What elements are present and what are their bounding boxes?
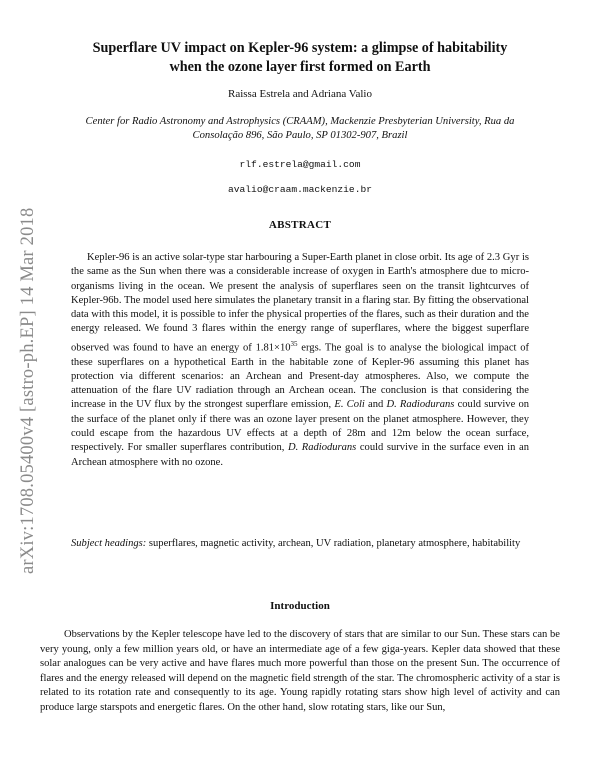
abstract-text-5: could survive in the surface even in an Archean atmosphere with no ozone. — [71, 442, 529, 468]
abstract-text-2: ergs. The goal is to analyse the biological impact of these superflares on a hypothetical Earth in the habitable zone of Kepler-96 assuming this planet has protection via different scenarios: an Archean and Present-day atmospheres. Also, we compute the attenuation of the flare UV radiation through an Archean ocean. The conclusion is that considering the increase in the UV flux by the strongest superflare emission, — [71, 342, 529, 411]
arxiv-identifier-stamp: arXiv:1708.05400v4 [astro-ph.EP] 14 Mar 2018 — [18, 207, 38, 574]
introduction-heading: Introduction — [270, 600, 330, 612]
title-line-1: Superflare UV impact on Kepler-96 system: a glimpse of habitability — [92, 40, 508, 56]
flare-energy-value: 1.81×10 — [255, 342, 291, 354]
author-list: Raissa Estrela and Adriana Valio — [228, 88, 372, 100]
abstract-body — [71, 251, 529, 470]
title-line-2: when the ozone layer first formed on Earth — [169, 59, 431, 75]
species-d-radiodurans: D. Radiodurans — [386, 399, 455, 411]
author-email-2: avalio@craam.mackenzie.br — [228, 184, 372, 195]
affiliation-line-1: Center for Radio Astronomy and Astrophysics (CRAAM), Mackenzie Presbyterian University, Rua da — [85, 116, 515, 127]
abstract-heading: ABSTRACT — [268, 219, 332, 231]
flare-energy-exponent: 35 — [290, 339, 298, 348]
introduction-body: Observations by the Kepler telescope have led to the discovery of stars that are similar to our Sun. These stars can be very young, only a few million years old, or have an intermediate age of a few giga-years. Kepler data showed that these solar analogues can be very active and have flares much more powerful than those on the present Sun. The occurrence of flares and the energy released will depend on the magnetic field strength of the star. The chromospheric activity of a star is related to its rotation rate and consequently to its age. Young rapidly rotating stars show high level of activity and can produce large starspots and energetic flares. On the other hand, slow rotating stars, like our Sun, — [40, 629, 560, 713]
abstract-text-1: Kepler-96 is an active solar-type star harbouring a Super-Earth planet in close orbit. Its age of 2.3 Gyr is the same as the Sun when there was a considerable increase of oxygen in Earth's atmosphere due to micro-organisms living in the ocean. We present the analysis of superflares seen on the transit lightcurves of Kepler-96b. The model used here simulates the planetary transit in a flaring star. By fitting the observational data with this model, it is possible to infer the physical properties of the flares, such as their duration and the energy released. We found 3 flares within the energy range of superflares, where the biggest superflare observed was found to have an energy of — [71, 252, 529, 354]
paper-title — [40, 39, 560, 77]
abstract-text-3: and — [364, 399, 387, 411]
species-e-coli: E. Coli — [334, 399, 365, 411]
author-email-1: rlf.estrela@gmail.com — [239, 159, 361, 170]
abstract-text-4: could survive on the surface of the planet only if there was an ozone layer present on the planet atmosphere. However, they could escape from the hazardous UV effects at a depth of 28m and 12m below the ocean surface, respectively. For smaller superflares contribution, — [71, 399, 530, 454]
subject-headings-text: superflares, magnetic activity, archean, UV radiation, planetary atmosphere, habitability — [146, 538, 521, 549]
affiliation — [40, 115, 560, 143]
affiliation-line-2: Consolação 896, São Paulo, SP 01302-907, Brazil — [192, 130, 408, 141]
species-d-radiodurans-2: D. Radiodurans — [287, 442, 357, 454]
subject-headings — [71, 537, 529, 551]
subject-headings-label: Subject headings: — [71, 538, 147, 549]
